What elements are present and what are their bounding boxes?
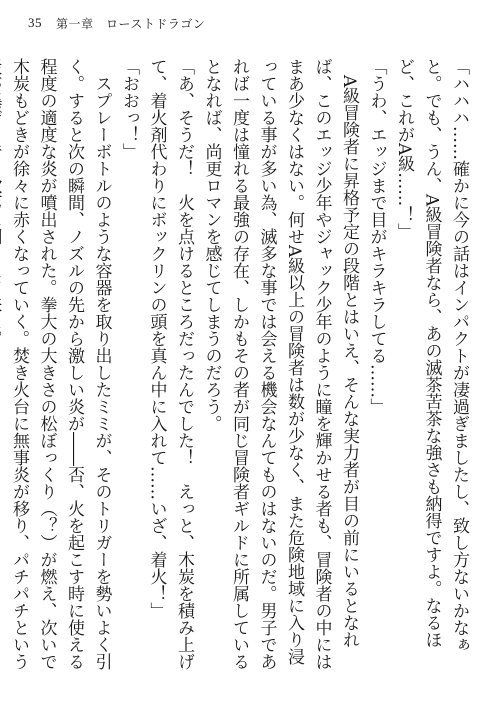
paragraph: 「おおっ！」	[119, 58, 139, 160]
paragraph: 「うわ、エッジまで目がキラキラしてる……」	[366, 58, 387, 415]
paragraph: A級冒険者に昇格予定の段階とはいえ、そんな実力者が目の前にいるとなれば、このエッジ少年やジャック少年のように瞳を輝かせる者も、冒険者の中にはまあ少なくはない。何せA級以上の冒険者は数が少なく、また危険地域に入り浸っている事が多い為、滅多な事では会える機会なんてものはないのだ。男子であれば一度は憧れる最強の存在、しかもその者が同じ冒険者ギルドに所属しているとなれば、尚更ロマンを感じてしまうのだろう。	[201, 58, 359, 670]
page-number: 35	[28, 15, 42, 30]
paragraph: スプレーボトルのような容器を取り出したミミが、そのトリガーを勢いよく引く。すると次の瞬間、ノズルの先から激しい炎が――否、火を起こす時に使える程度の適度な炎が噴出された。拳大の大きさの松ぼっくり（？）が燃え、次いで木炭もどきが徐々に赤くなっていく。焚き火台に無事炎が移り、パチパチという	[9, 58, 112, 670]
paragraph: 「ハハハ……確かに今の話はインパクトが凄過ぎましたし、致し方ないかなぁと。でも、うん、A級冒険者なら、あの滅茶苦茶な強さも納得ですよ。なるほど、これがA級……！」	[394, 58, 469, 653]
running-header	[28, 12, 205, 34]
paragraph: 「あ、そうだ！ 火を点けるところだったんでした！ えっと、木炭を積み上げて、着火剤代わりにボックリンの頭を真ん中に入れて……いざ、着火！」	[146, 58, 194, 670]
chapter-title: 第一章 ローストドラゴン	[56, 16, 206, 31]
vertical-text-body	[9, 58, 472, 680]
